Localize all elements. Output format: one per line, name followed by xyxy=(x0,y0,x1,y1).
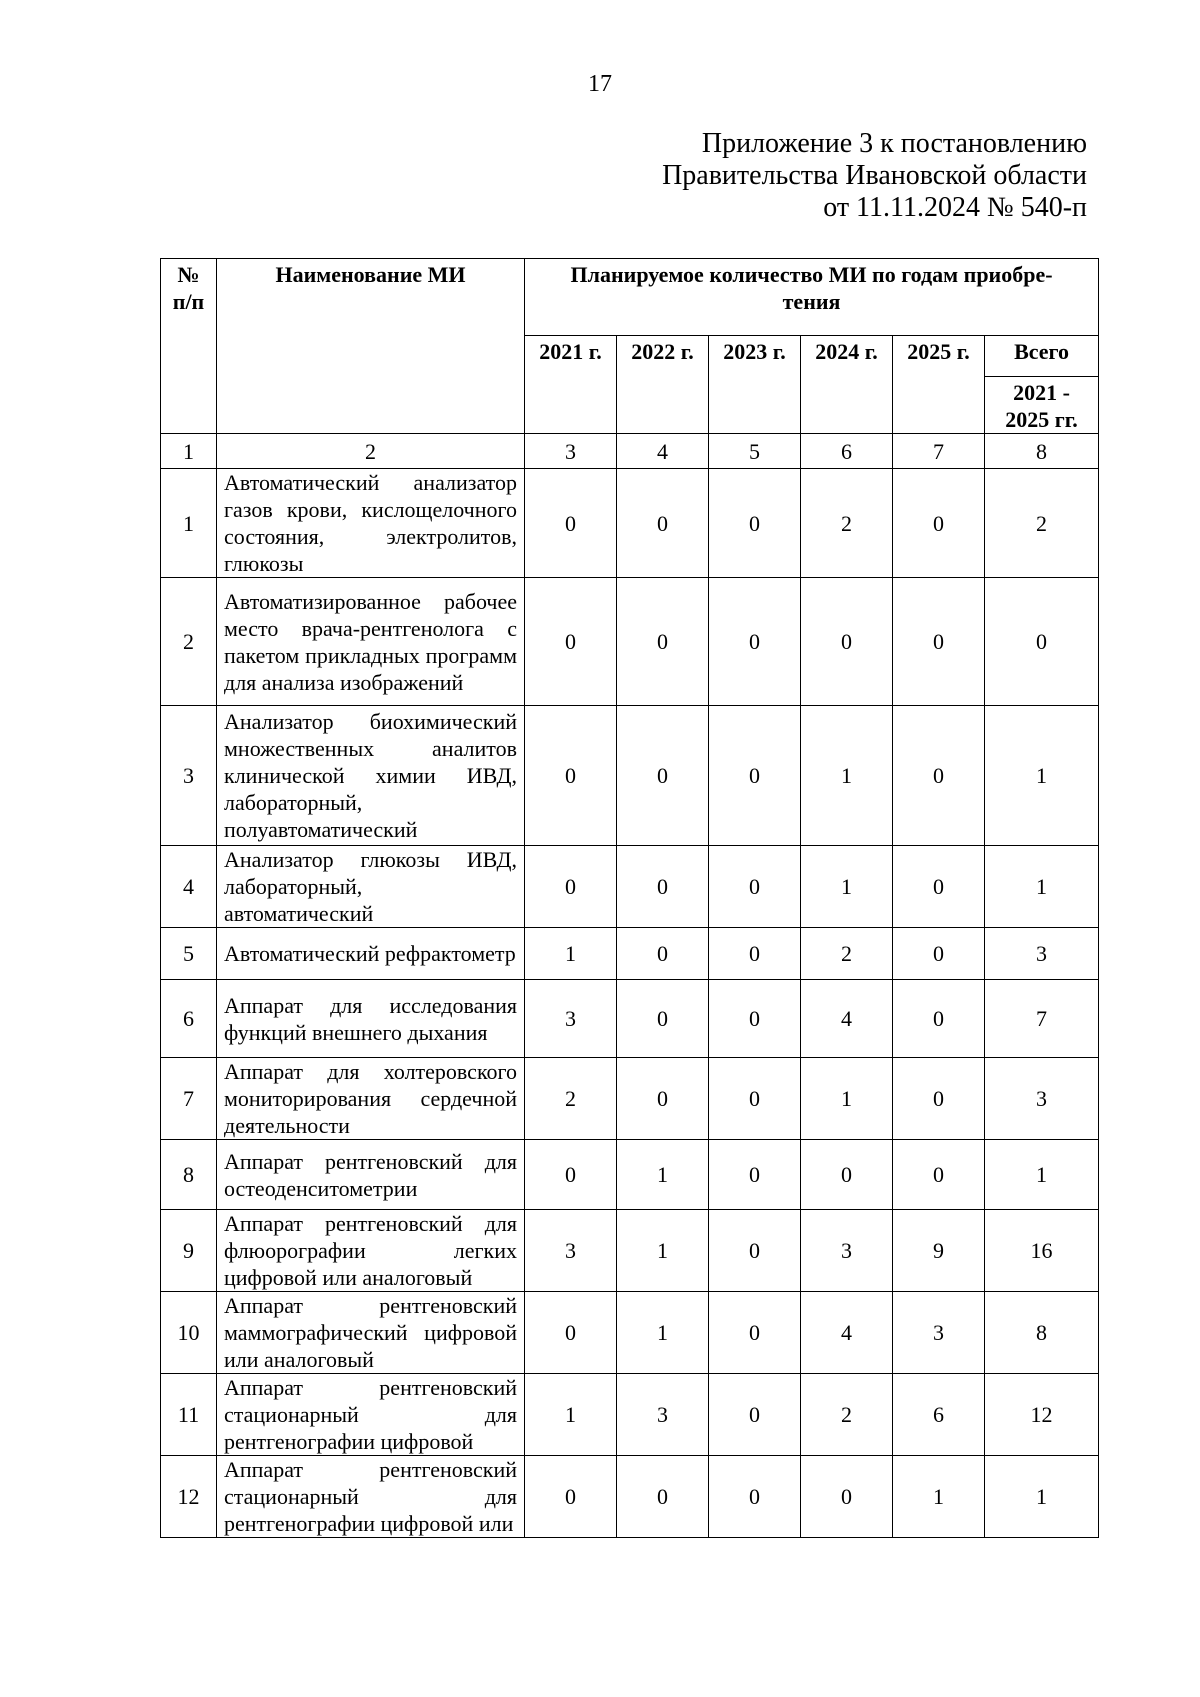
qty-2022: 1 xyxy=(617,1292,709,1374)
qty-2023: 0 xyxy=(709,1374,801,1456)
qty-2021: 0 xyxy=(525,578,617,706)
qty-2023: 0 xyxy=(709,1292,801,1374)
equipment-name: Автоматизированное рабочее место врача-рентгенолога с пакетом прикладных программ для анализа изображений xyxy=(217,578,525,706)
header-num-pp: п/п xyxy=(172,289,205,314)
column-number: 2 xyxy=(217,434,525,469)
appendix-line-2: Правительства Ивановской области xyxy=(662,160,1087,191)
row-number: 1 xyxy=(161,469,217,578)
row-number: 5 xyxy=(161,928,217,980)
table-row xyxy=(161,1058,1099,1140)
qty-2021: 0 xyxy=(525,706,617,846)
qty-2025: 0 xyxy=(893,1058,985,1140)
row-number: 2 xyxy=(161,578,217,706)
qty-2023: 0 xyxy=(709,469,801,578)
appendix-reference xyxy=(662,128,1087,224)
row-number: 8 xyxy=(161,1140,217,1210)
column-number: 3 xyxy=(525,434,617,469)
qty-2021: 0 xyxy=(525,1292,617,1374)
table-row xyxy=(161,578,1099,706)
qty-total: 7 xyxy=(985,980,1099,1058)
table-row xyxy=(161,846,1099,928)
qty-2023: 0 xyxy=(709,980,801,1058)
qty-2021: 3 xyxy=(525,1210,617,1292)
equipment-name: Анализатор глюкозы ИВД, лабораторный, автоматический xyxy=(217,846,525,928)
header-num-sign: № xyxy=(177,262,200,287)
qty-2023: 0 xyxy=(709,928,801,980)
qty-2023: 0 xyxy=(709,1140,801,1210)
qty-2022: 0 xyxy=(617,1058,709,1140)
table-row xyxy=(161,1456,1099,1538)
qty-2025: 0 xyxy=(893,980,985,1058)
qty-2022: 0 xyxy=(617,469,709,578)
row-number: 3 xyxy=(161,706,217,846)
qty-2024: 0 xyxy=(801,1140,893,1210)
qty-2021: 0 xyxy=(525,846,617,928)
row-number: 10 xyxy=(161,1292,217,1374)
qty-total: 1 xyxy=(985,1456,1099,1538)
qty-2023: 0 xyxy=(709,1210,801,1292)
header-year-2024: 2024 г. xyxy=(801,336,893,434)
qty-2022: 0 xyxy=(617,706,709,846)
qty-total: 1 xyxy=(985,706,1099,846)
header-year-2021: 2021 г. xyxy=(525,336,617,434)
row-number: 11 xyxy=(161,1374,217,1456)
qty-2025: 6 xyxy=(893,1374,985,1456)
qty-2021: 0 xyxy=(525,1456,617,1538)
header-year-2025: 2025 г. xyxy=(893,336,985,434)
equipment-name: Аппарат для холтеровского мониторирования сердечной деятельности xyxy=(217,1058,525,1140)
qty-total: 2 xyxy=(985,469,1099,578)
qty-2024: 2 xyxy=(801,469,893,578)
row-number: 4 xyxy=(161,846,217,928)
qty-2024: 1 xyxy=(801,706,893,846)
equipment-name: Анализатор биохимический множественных аналитов клинической химии ИВД, лабораторный, полуавтоматический xyxy=(217,706,525,846)
table-row xyxy=(161,980,1099,1058)
qty-2025: 3 xyxy=(893,1292,985,1374)
qty-2025: 0 xyxy=(893,706,985,846)
column-number: 1 xyxy=(161,434,217,469)
qty-2025: 0 xyxy=(893,928,985,980)
qty-2023: 0 xyxy=(709,578,801,706)
header-name: Наименование МИ xyxy=(217,259,525,434)
appendix-line-1: Приложение 3 к постановлению xyxy=(701,128,1087,159)
qty-2025: 0 xyxy=(893,846,985,928)
page-number: 17 xyxy=(588,71,612,97)
qty-total: 8 xyxy=(985,1292,1099,1374)
qty-2022: 0 xyxy=(617,846,709,928)
qty-2022: 1 xyxy=(617,1140,709,1210)
equipment-name: Аппарат рентгеновский стационарный для рентгенографии цифровой xyxy=(217,1374,525,1456)
qty-2024: 2 xyxy=(801,928,893,980)
qty-2025: 0 xyxy=(893,578,985,706)
qty-total: 0 xyxy=(985,578,1099,706)
column-number-row xyxy=(161,434,1099,469)
row-number: 12 xyxy=(161,1456,217,1538)
column-number: 4 xyxy=(617,434,709,469)
header-planned-line2: тения xyxy=(782,289,841,314)
table-row xyxy=(161,469,1099,578)
header-total-range-line2: 2025 гг. xyxy=(1005,407,1078,432)
column-number: 5 xyxy=(709,434,801,469)
row-number: 6 xyxy=(161,980,217,1058)
qty-2023: 0 xyxy=(709,1058,801,1140)
qty-2021: 1 xyxy=(525,1374,617,1456)
qty-total: 1 xyxy=(985,846,1099,928)
header-total-range-line1: 2021 - xyxy=(1013,380,1070,405)
equipment-name: Автоматический анализатор газов крови, кислощелочного состояния, электролитов, глюкозы xyxy=(217,469,525,578)
table-row xyxy=(161,1292,1099,1374)
qty-2024: 4 xyxy=(801,980,893,1058)
qty-2022: 0 xyxy=(617,928,709,980)
qty-total: 3 xyxy=(985,928,1099,980)
qty-2021: 2 xyxy=(525,1058,617,1140)
qty-2022: 0 xyxy=(617,578,709,706)
appendix-line-3: от 11.11.2024 № 540-п xyxy=(823,192,1087,223)
qty-2021: 0 xyxy=(525,469,617,578)
equipment-name: Аппарат рентгеновский стационарный для рентгенографии цифровой или xyxy=(217,1456,525,1538)
qty-2025: 0 xyxy=(893,469,985,578)
qty-2023: 0 xyxy=(709,706,801,846)
column-number: 8 xyxy=(985,434,1099,469)
column-number: 6 xyxy=(801,434,893,469)
qty-2025: 0 xyxy=(893,1140,985,1210)
header-total: Всего xyxy=(985,336,1099,377)
qty-2022: 0 xyxy=(617,1456,709,1538)
equipment-name: Аппарат рентгеновский для остеоденситометрии xyxy=(217,1140,525,1210)
qty-2022: 0 xyxy=(617,980,709,1058)
qty-2022: 1 xyxy=(617,1210,709,1292)
qty-total: 3 xyxy=(985,1058,1099,1140)
qty-2021: 0 xyxy=(525,1140,617,1210)
header-year-2023: 2023 г. xyxy=(709,336,801,434)
equipment-name: Автоматический рефрактометр xyxy=(217,928,525,980)
table-row xyxy=(161,1210,1099,1292)
row-number: 9 xyxy=(161,1210,217,1292)
header-year-2022: 2022 г. xyxy=(617,336,709,434)
table-row xyxy=(161,706,1099,846)
table-row xyxy=(161,928,1099,980)
header-planned-line1: Планируемое количество МИ по годам приобре- xyxy=(570,262,1053,287)
qty-2025: 9 xyxy=(893,1210,985,1292)
row-number: 7 xyxy=(161,1058,217,1140)
equipment-name: Аппарат для исследования функций внешнего дыхания xyxy=(217,980,525,1058)
equipment-table xyxy=(160,258,1099,1538)
qty-total: 1 xyxy=(985,1140,1099,1210)
qty-2024: 2 xyxy=(801,1374,893,1456)
qty-2023: 0 xyxy=(709,846,801,928)
qty-2024: 0 xyxy=(801,1456,893,1538)
equipment-name: Аппарат рентгеновский для флюорографии легких цифровой или аналоговый xyxy=(217,1210,525,1292)
table-row xyxy=(161,1374,1099,1456)
qty-total: 16 xyxy=(985,1210,1099,1292)
qty-2024: 1 xyxy=(801,1058,893,1140)
qty-2025: 1 xyxy=(893,1456,985,1538)
qty-2022: 3 xyxy=(617,1374,709,1456)
column-number: 7 xyxy=(893,434,985,469)
qty-2024: 4 xyxy=(801,1292,893,1374)
qty-2023: 0 xyxy=(709,1456,801,1538)
header-planned xyxy=(525,259,1099,336)
qty-2024: 0 xyxy=(801,578,893,706)
qty-2024: 1 xyxy=(801,846,893,928)
header-total-range xyxy=(985,377,1099,434)
header-num xyxy=(161,259,217,434)
table-row xyxy=(161,1140,1099,1210)
qty-2021: 3 xyxy=(525,980,617,1058)
equipment-name: Аппарат рентгеновский маммографический цифровой или аналоговый xyxy=(217,1292,525,1374)
qty-2021: 1 xyxy=(525,928,617,980)
qty-total: 12 xyxy=(985,1374,1099,1456)
qty-2024: 3 xyxy=(801,1210,893,1292)
